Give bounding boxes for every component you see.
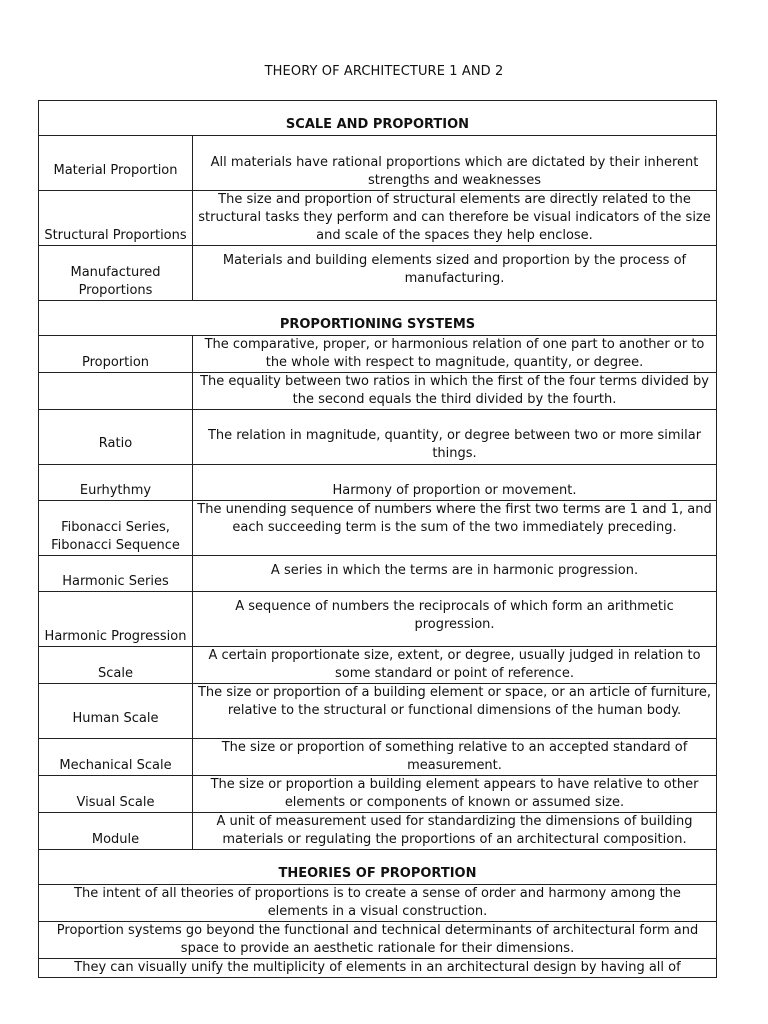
- section-title: THEORIES OF PROPORTION: [39, 850, 717, 885]
- paragraph-row: [39, 922, 717, 959]
- definition-cell: A unit of measurement used for standardizing the dimensions of building materials or regulating the proportions of an architectural composition.: [193, 813, 717, 850]
- term-cell: Visual Scale: [39, 776, 193, 813]
- table-row: [39, 592, 717, 647]
- table-row: [39, 465, 717, 501]
- definition-cell: Harmony of proportion or movement.: [193, 465, 717, 501]
- term-cell: Structural Proportions: [39, 191, 193, 246]
- term-cell: Manufactured Proportions: [39, 246, 193, 301]
- table-row: [39, 776, 717, 813]
- definition-cell: Materials and building elements sized and proportion by the process of manufacturing.: [193, 246, 717, 301]
- paragraph-cell: They can visually unify the multiplicity of elements in an architectural design by having all of: [39, 959, 717, 978]
- term-cell: Material Proportion: [39, 136, 193, 191]
- definition-cell: The relation in magnitude, quantity, or degree between two or more similar things.: [193, 410, 717, 465]
- document-title: THEORY OF ARCHITECTURE 1 AND 2: [264, 64, 504, 79]
- table-row: [39, 501, 717, 556]
- table-row: [39, 336, 717, 373]
- definition-cell: The unending sequence of numbers where the first two terms are 1 and 1, and each succeeding term is the sum of the two immediately preceding.: [193, 501, 717, 556]
- term-cell: Ratio: [39, 410, 193, 465]
- term-cell: Proportion: [39, 336, 193, 373]
- definitions-table: [38, 100, 717, 978]
- definition-cell: The size or proportion a building element appears to have relative to other elements or components of known or assumed size.: [193, 776, 717, 813]
- term-cell: Harmonic Progression: [39, 592, 193, 647]
- table-row: [39, 647, 717, 684]
- section-title: SCALE AND PROPORTION: [39, 101, 717, 136]
- table-row: [39, 246, 717, 301]
- section-header-theories-of-proportion: [39, 850, 717, 885]
- table-row: [39, 556, 717, 592]
- term-cell: Mechanical Scale: [39, 739, 193, 776]
- definition-cell: The equality between two ratios in which the first of the four terms divided by the second equals the third divided by the fourth.: [193, 373, 717, 410]
- paragraph-cell: Proportion systems go beyond the functional and technical determinants of architectural form and space to provide an aesthetic rationale for their dimensions.: [39, 922, 717, 959]
- table-row: [39, 813, 717, 850]
- term-cell: [39, 373, 193, 410]
- section-header-proportioning-systems: [39, 301, 717, 336]
- table-row: [39, 739, 717, 776]
- definition-cell: All materials have rational proportions which are dictated by their inherent strengths and weaknesses: [193, 136, 717, 191]
- definition-cell: The size and proportion of structural elements are directly related to the structural tasks they perform and can therefore be visual indicators of the size and scale of the spaces they help enclose.: [193, 191, 717, 246]
- table-row: [39, 373, 717, 410]
- table-row: [39, 410, 717, 465]
- section-header-scale-and-proportion: [39, 101, 717, 136]
- paragraph-row: [39, 885, 717, 922]
- term-cell: Fibonacci Series, Fibonacci Sequence: [39, 501, 193, 556]
- section-title: PROPORTIONING SYSTEMS: [39, 301, 717, 336]
- term-cell: Scale: [39, 647, 193, 684]
- paragraph-cell: The intent of all theories of proportions is to create a sense of order and harmony among the elements in a visual construction.: [39, 885, 717, 922]
- definition-cell: A series in which the terms are in harmonic progression.: [193, 556, 717, 592]
- definition-cell: The size or proportion of a building element or space, or an article of furniture, relative to the structural or functional dimensions of the human body.: [193, 684, 717, 739]
- definition-cell: A certain proportionate size, extent, or degree, usually judged in relation to some standard or point of reference.: [193, 647, 717, 684]
- table-row: [39, 684, 717, 739]
- term-cell: Eurhythmy: [39, 465, 193, 501]
- definition-cell: The size or proportion of something relative to an accepted standard of measurement.: [193, 739, 717, 776]
- term-cell: Module: [39, 813, 193, 850]
- definition-cell: The comparative, proper, or harmonious relation of one part to another or to the whole with respect to magnitude, quantity, or degree.: [193, 336, 717, 373]
- table-row: [39, 191, 717, 246]
- paragraph-row: [39, 959, 717, 978]
- term-cell: Human Scale: [39, 684, 193, 739]
- definition-cell: A sequence of numbers the reciprocals of which form an arithmetic progression.: [193, 592, 717, 647]
- term-cell: Harmonic Series: [39, 556, 193, 592]
- table-row: [39, 136, 717, 191]
